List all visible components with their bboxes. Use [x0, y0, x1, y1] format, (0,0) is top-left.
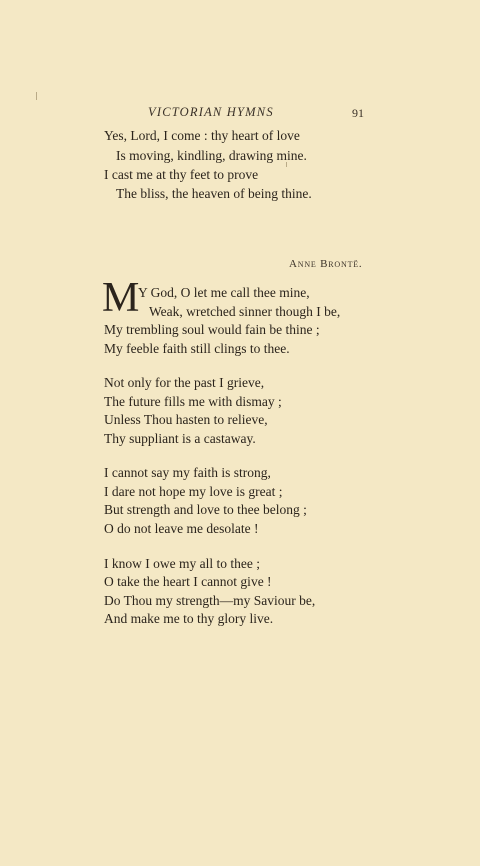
verse-line: Y God, O let me call thee mine, — [138, 285, 310, 300]
verse-line: And make me to thy glory live. — [104, 611, 274, 626]
verse-line: But strength and love to thee belong ; — [104, 502, 307, 517]
verse-line: Yes, Lord, I come : thy heart of love — [104, 128, 300, 143]
running-title: VICTORIAN HYMNS — [148, 105, 274, 119]
verse-line: O take the heart I cannot give ! — [104, 574, 272, 589]
verse-line: I cannot say my faith is strong, — [104, 465, 271, 480]
drop-cap: M — [102, 275, 140, 321]
verse-line: Weak, wretched sinner though I be, — [149, 304, 341, 319]
verse-line: I know I owe my all to thee ; — [104, 556, 260, 571]
verse-line: The future fills me with dismay ; — [104, 394, 282, 409]
verse-line: My feeble faith still clings to thee. — [104, 341, 290, 356]
verse-line: Not only for the past I grieve, — [104, 375, 265, 390]
verse-line: Is moving, kindling, drawing mine. — [116, 148, 307, 163]
verse-line: My trembling soul would fain be thine ; — [104, 322, 320, 337]
verse-line: Thy suppliant is a castaway. — [104, 431, 256, 446]
verse-line: Do Thou my strength—my Saviour be, — [104, 593, 316, 608]
verse-line: Unless Thou hasten to relieve, — [104, 412, 268, 427]
hymn-author: Anne Brontë. — [289, 258, 363, 270]
page-number: 91 — [352, 106, 364, 120]
verse-line: O do not leave me desolate ! — [104, 521, 259, 536]
page-speck — [36, 92, 37, 100]
verse-line: I cast me at thy feet to prove — [104, 167, 259, 182]
verse-line: The bliss, the heaven of being thine. — [116, 186, 312, 201]
verse-line: I dare not hope my love is great ; — [104, 484, 283, 499]
